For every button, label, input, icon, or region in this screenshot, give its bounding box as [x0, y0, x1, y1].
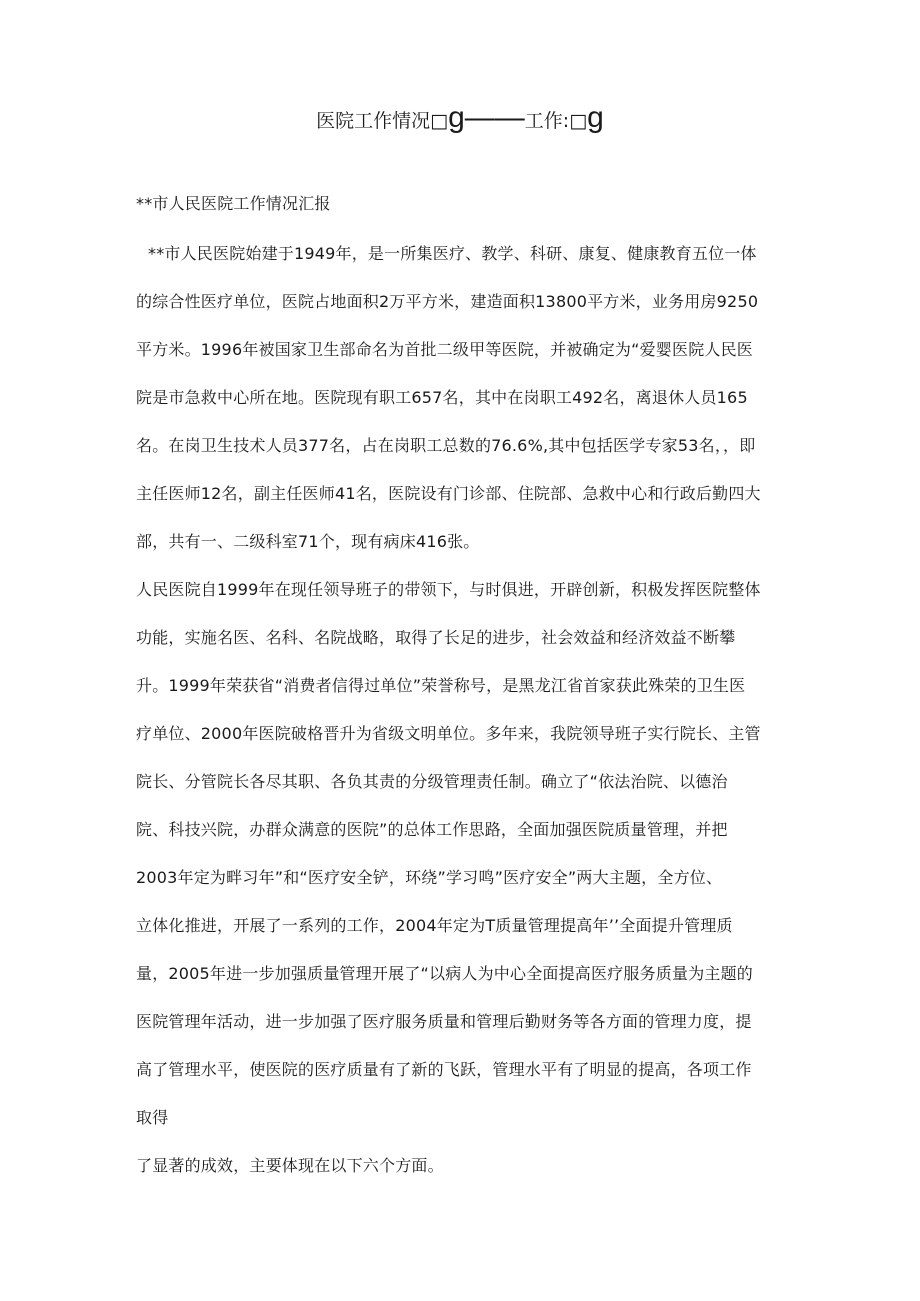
- paragraph-line: **市人民医院始建于1949年，是一所集医疗、教学、科研、康复、健康教育五位一体: [148, 244, 757, 263]
- paragraph-line: 量，2005年进一步加强质量管理开展了“以病人为中心全面提高医疗服务质量为主题的: [136, 964, 754, 983]
- paragraph-line: 院长、分管院长各尽其职、各负其责的分级管理责任制。确立了“依法治院、以德治: [136, 772, 728, 791]
- paragraph-line: 升。1999年荣获省“消费者信得过单位”荣誉称号，是黑龙江省首家获此殊荣的卫生医: [136, 676, 746, 695]
- paragraph-line: 高了管理水平，使医院的医疗质量有了新的飞跃，管理水平有了明显的提高，各项工作: [136, 1060, 752, 1079]
- paragraph-line: 疗单位、2000年医院破格晋升为省级文明单位。多年来，我院领导班子实行院长、主管: [136, 724, 761, 743]
- document-subtitle: **市人民医院工作情况汇报: [136, 194, 331, 213]
- paragraph-line: 2003年定为畔习年”和“医疗安全铲，环绕”学习鸣”医疗安全”两大主题，全方位、: [136, 868, 723, 887]
- title-dash: ——: [464, 101, 525, 134]
- paragraph-line: 人民医院自1999年在现任领导班子的带领下，与时俱进，开辟创新，积极发挥医院整体: [136, 580, 761, 599]
- paragraph-line: 医院管理年活动，进一步加强了医疗服务质量和管理后勤财务等各方面的管理力度，提: [136, 1012, 752, 1031]
- paragraph-line: 主任医师12名，副主任医师41名，医院设有门诊部、住院部、急救中心和行政后勤四大: [136, 484, 761, 503]
- paragraph-line: 部，共有一、二级科室71个，现有病床416张。: [136, 532, 480, 551]
- paragraph-line: 取得: [136, 1108, 169, 1127]
- paragraph-line: 功能，实施名医、名科、名院战略，取得了长足的进步，社会效益和经济效益不断攀: [136, 628, 736, 647]
- title-glyph-2: g: [587, 101, 604, 134]
- title-glyph-1: g: [448, 101, 465, 134]
- paragraph-line: 的综合性医疗单位，医院占地面积2万平方米，建造面积13800平方米，业务用房9250: [136, 292, 759, 311]
- paragraph-line: 平方米。1996年被国家卫生部命名为首批二级甲等医院，并被确定为“爱婴医院人民医: [136, 340, 754, 359]
- paragraph-line: 院、科技兴院，办群众满意的医院”的总体工作思路，全面加强医院质量管理，并把: [136, 820, 728, 839]
- paragraph-line: 了显著的成效，主要体现在以下六个方面。: [136, 1156, 444, 1175]
- title-part-2: 工作:□: [524, 110, 588, 132]
- paragraph-line: 院是市急救中心所在地。医院现有职工657名，其中在岗职工492名，离退休人员165: [136, 388, 748, 407]
- title-part-1: 医院工作情况□: [316, 110, 449, 132]
- paragraph-line: 名。在岗卫生技术人员377名，占在岗职工总数的76.6%,其中包括医学专家53名，，即: [136, 436, 756, 455]
- paragraph-line: 立体化推进，开展了一系列的工作，2004年定为T质量管理提高年’’全面提升管理质: [136, 916, 733, 935]
- document-title: [0, 100, 920, 139]
